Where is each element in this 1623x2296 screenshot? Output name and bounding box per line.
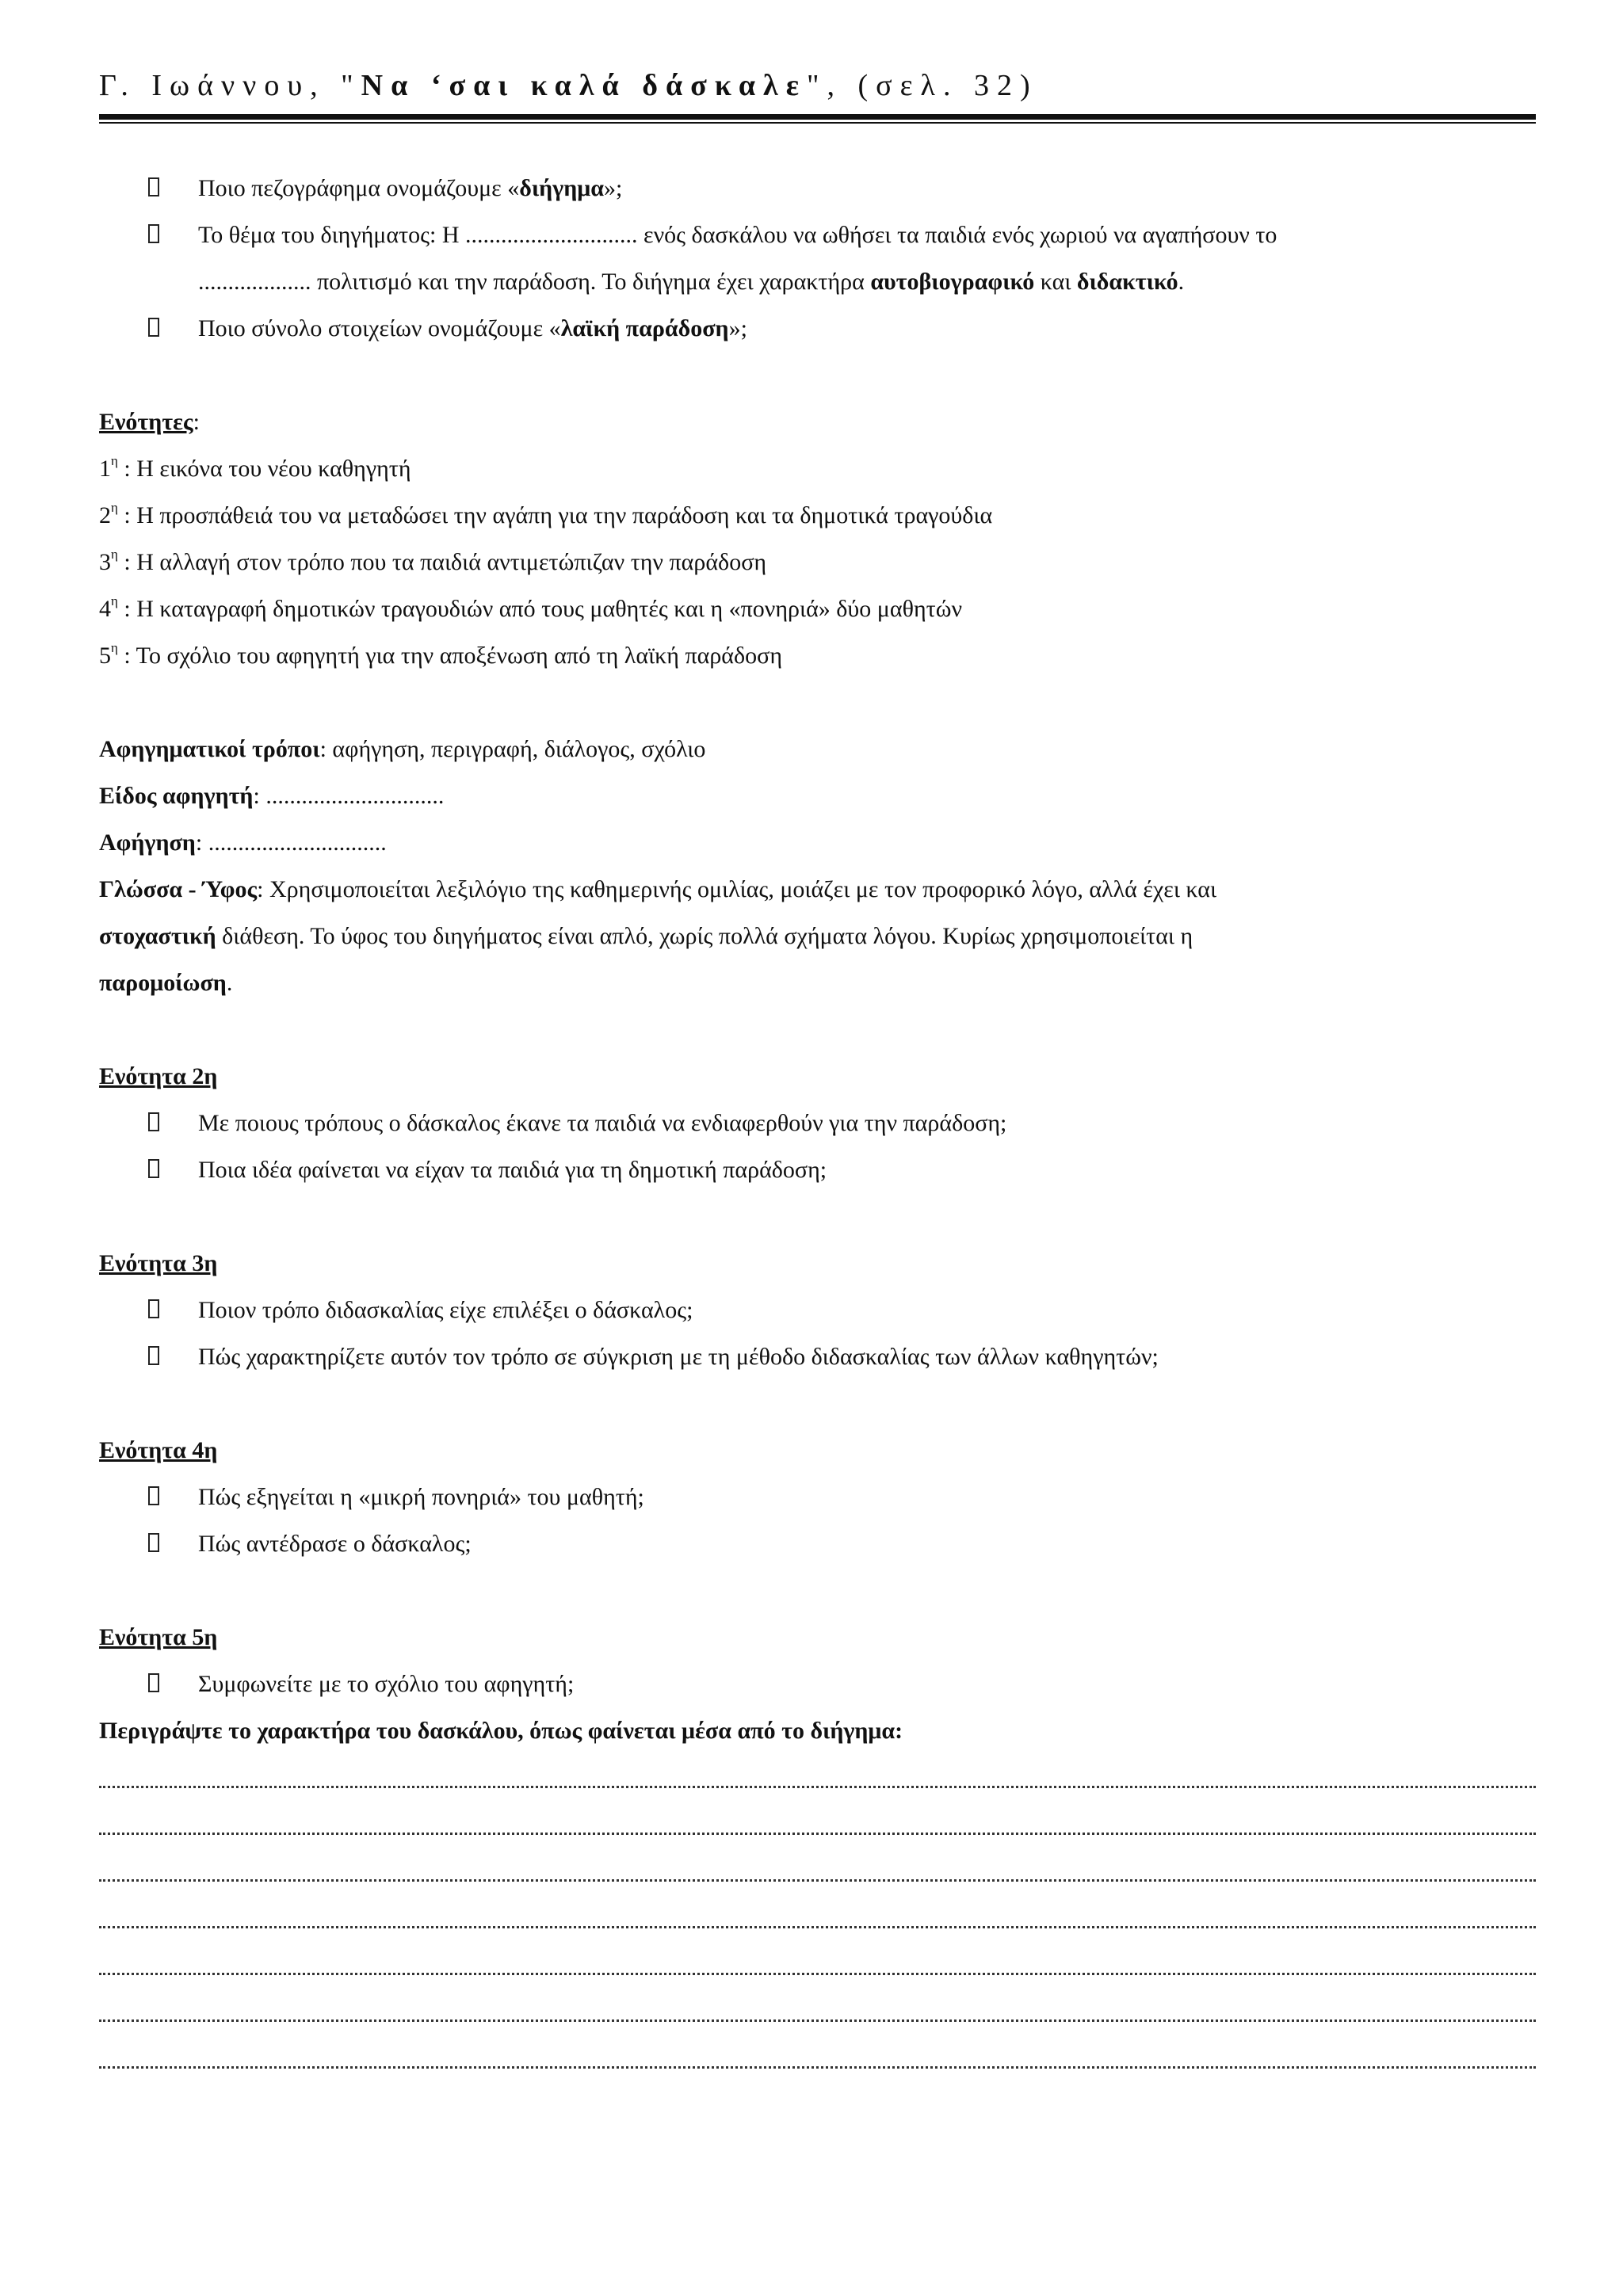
sections (99, 1006, 1536, 1707)
section-questions (99, 1287, 1536, 1380)
checkbox-bullet-icon (148, 1533, 159, 1552)
narrative-modes: Αφηγηματικοί τρόποι: αφήγηση, περιγραφή, διάλογος, σχόλιο (99, 736, 706, 762)
checkbox-bullet-icon (148, 1299, 159, 1318)
section-heading-5: Ενότητα 5η (99, 1624, 218, 1650)
section-heading-2: Ενότητα 2η (99, 1063, 218, 1089)
checkbox-bullet-icon (148, 1673, 159, 1692)
section-questions (99, 1100, 1536, 1193)
checkbox-bullet-icon (148, 1159, 159, 1178)
units-heading: Ενότητες (99, 409, 193, 435)
answer-line[interactable] (99, 1894, 1536, 1941)
header-prefix: Γ. Ιωάννου, " (99, 69, 361, 102)
header-rule-thin (99, 122, 1536, 124)
page-header (99, 67, 1536, 105)
answer-line[interactable] (99, 2035, 1536, 2081)
header-suffix: ", (σελ. 32) (806, 69, 1038, 102)
answer-line[interactable] (99, 1941, 1536, 1988)
question-item: Πώς αντέδρασε ο δάσκαλος; (99, 1520, 1536, 1567)
answer-line[interactable] (99, 1848, 1536, 1894)
checkbox-bullet-icon (148, 177, 159, 196)
section-heading-3: Ενότητα 3η (99, 1250, 218, 1276)
unit-item: $4^\eta$ : Η καταγραφή δημοτικών τραγουδιών από τους μαθητές και η «πονηριά» δύο μαθητών (99, 593, 963, 622)
analysis-block (99, 726, 1536, 1006)
checkbox-bullet-icon (148, 224, 159, 243)
question-item: Ποια ιδέα φαίνεται να είχαν τα παιδιά για τη δημοτική παράδοση; (99, 1146, 1536, 1193)
unit-item: $3^\eta$ : Η αλλαγή στον τρόπο που τα παιδιά αντιμετώπιζαν την παράδοση (99, 547, 767, 575)
checkbox-bullet-icon (148, 1112, 159, 1131)
content (99, 165, 1536, 2081)
section-heading-4: Ενότητα 4η (99, 1437, 218, 1463)
units-list (99, 445, 1536, 679)
section-questions (99, 1474, 1536, 1567)
checkbox-bullet-icon (148, 318, 159, 337)
intro-questions (99, 165, 1536, 352)
header-rule-thick (99, 114, 1536, 120)
header-title-bold: Να ‘σαι καλά δάσκαλε (361, 69, 807, 102)
checkbox-bullet-icon (148, 1346, 159, 1365)
question-item: Συμφωνείτε με το σχόλιο του αφηγητή; (99, 1661, 1536, 1707)
intro-question-1: Ποιο πεζογράφημα ονομάζουμε «διήγημα»; (99, 165, 1536, 212)
intro-question-2: Το θέμα του διηγήματος: Η ............................. ενός δασκάλου να ωθήσει τα παιδιά ενός χωριού να αγαπήσουν το ................... πολιτισμό και την παράδοση. Το διήγημα έχει χαρακτήρα αυτοβιογραφικό και διδακτικό. (99, 212, 1536, 305)
unit-item: $2^\eta$ : Η προσπάθειά του να μεταδώσει την αγάπη για την παράδοση και τα δημοτικά τραγούδια (99, 500, 993, 528)
checkbox-bullet-icon (148, 1486, 159, 1505)
language-style: Γλώσσα - Ύφος: Χρησιμοποιείται λεξιλόγιο της καθημερινής ομιλίας, μοιάζει με τον προφορικό λόγο, αλλά έχει και στοχαστική διάθεση. Το ύφος του διηγήματος είναι απλό, χωρίς πολλά σχήματα λόγου. Κυρίως χρησιμοποιείται η παρομοίωση. (99, 876, 1217, 996)
question-item: Με ποιους τρόπους ο δάσκαλος έκανε τα παιδιά να ενδιαφερθούν για την παράδοση; (99, 1100, 1536, 1146)
section-questions (99, 1661, 1536, 1707)
narrator-type: Είδος αφηγητή: .............................. (99, 783, 445, 809)
narration: Αφήγηση: .............................. (99, 830, 387, 856)
answer-line[interactable] (99, 1801, 1536, 1848)
question-item: Ποιον τρόπο διδασκαλίας είχε επιλέξει ο δάσκαλος; (99, 1287, 1536, 1333)
unit-item: $1^\eta$ : Η εικόνα του νέου καθηγητή (99, 453, 411, 482)
final-prompt: Περιγράψτε το χαρακτήρα του δασκάλου, όπως φαίνεται μέσα από το διήγημα: (99, 1718, 903, 1744)
question-item: Πώς εξηγείται η «μικρή πονηριά» του μαθητή; (99, 1474, 1536, 1520)
answer-lines (99, 1754, 1536, 2081)
question-item: Πώς χαρακτηρίζετε αυτόν τον τρόπο σε σύγκριση με τη μέθοδο διδασκαλίας των άλλων καθηγητών; (99, 1333, 1536, 1380)
unit-item: $5^\eta$ : Το σχόλιο του αφηγητή για την αποξένωση από τη λαϊκή παράδοση (99, 640, 783, 669)
answer-line[interactable] (99, 1754, 1536, 1801)
answer-line[interactable] (99, 1988, 1536, 2035)
units-block: Ενότητες: $1^\eta$ : Η εικόνα του νέου καθηγητή $2^\eta$ : Η προσπάθειά του να μεταδώσει την αγάπη για την παράδοση και τα δημοτικά τραγούδια $3^\eta$ : Η αλλαγή στον τρόπο που τα παιδιά αντιμετώπιζαν την παράδοση $4^\eta$ : Η καταγραφή δημοτικών τραγουδιών από τους μαθητές και η «πονηριά» δύο μαθητών $5^\eta$ : Το σχόλιο του αφηγητή για την αποξένωση από τη λαϊκή παράδοση (99, 399, 1536, 679)
intro-question-3: Ποιο σύνολο στοιχείων ονομάζουμε «λαϊκή παράδοση»; (99, 305, 1536, 352)
